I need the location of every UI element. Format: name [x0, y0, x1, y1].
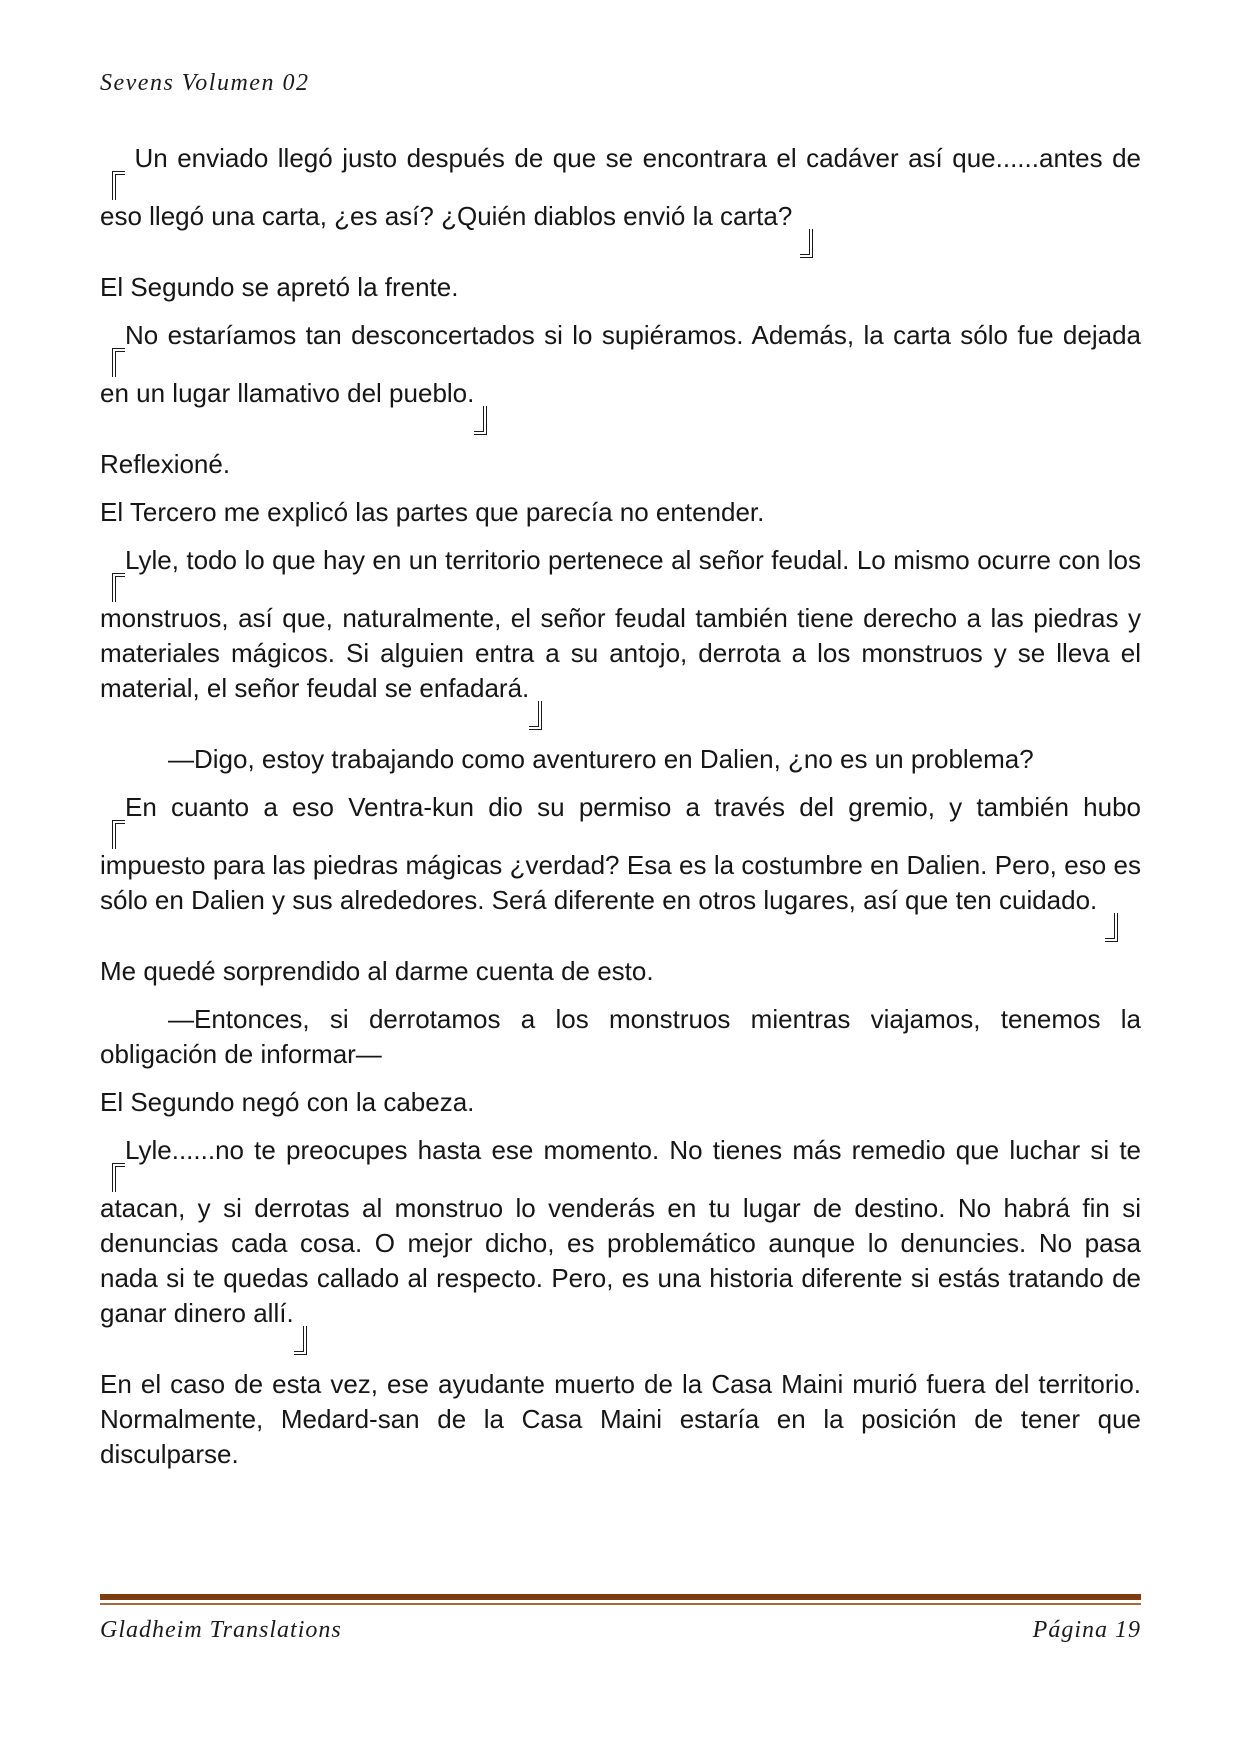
dash-paragraph: —Digo, estoy trabajando como aventurero en Dalien, ¿no es un problema? [168, 744, 1034, 774]
open-corner-bracket [110, 574, 125, 601]
narration-paragraph: En el caso de esta vez, ese ayudante muerto de la Casa Maini murió fuera del territorio. Normalmente, Medard-san de la Casa Maini estaría en la posición de tener que disculparse. [100, 1369, 1141, 1469]
close-corner-bracket [474, 407, 489, 434]
narration-paragraph: El Segundo negó con la cabeza. [100, 1087, 475, 1117]
close-corner-bracket [294, 1327, 309, 1354]
dialogue-paragraph [100, 790, 1141, 941]
paragraph-text: Lyle......no te preocupes hasta ese momento. No tienes más remedio que luchar si te atacan, y si derrotas al monstruo lo venderás en tu lugar de destino. No habrá fin si denuncias cada cosa. O mejor dicho, es problemático aunque lo denuncies. No pasa nada si te quedas callado al respecto. Pero, es una historia diferente si estás tratando de ganar dinero allí. [100, 1135, 1141, 1328]
close-corner-bracket [800, 230, 815, 257]
close-corner-bracket [1105, 914, 1120, 941]
dialogue-paragraph [100, 318, 1141, 434]
dialogue-paragraph [100, 141, 1141, 257]
dash-paragraph: —Entonces, si derrotamos a los monstruos mientras viajamos, tenemos la obligación de informar— [100, 1004, 1141, 1069]
dialogue-paragraph [100, 1133, 1141, 1354]
paragraph-text: No estaríamos tan desconcertados si lo supiéramos. Además, la carta sólo fue dejada en un lugar llamativo del pueblo. [100, 320, 1141, 408]
narration-paragraph: Me quedé sorprendido al darme cuenta de esto. [100, 956, 654, 986]
footer-page-number: Página 19 [1032, 1617, 1141, 1643]
paragraph-text: Un enviado llegó justo después de que se encontrara el cadáver así que......antes de eso llegó una carta, ¿es así? ¿Quién diablos envió la carta? [100, 143, 1141, 231]
paragraph-text: Lyle, todo lo que hay en un territorio pertenece al señor feudal. Lo mismo ocurre con los monstruos, así que, naturalmente, el señor feudal también tiene derecho a las piedras y materiales mágicos. Si alguien entra a su antojo, derrota a los monstruos y se lleva el material, el señor feudal se enfadará. [100, 545, 1141, 703]
footer-translator-label: Gladheim Translations [100, 1617, 342, 1643]
open-corner-bracket [110, 1164, 125, 1191]
open-corner-bracket [110, 349, 125, 376]
footer-divider-rule [100, 1594, 1141, 1605]
page-content [100, 70, 1141, 1485]
open-corner-bracket [110, 172, 125, 199]
close-corner-bracket [529, 702, 544, 729]
narration-paragraph: El Tercero me explicó las partes que parecía no entender. [100, 497, 765, 527]
narration-paragraph: El Segundo se apretó la frente. [100, 272, 459, 302]
dialogue-paragraph [100, 543, 1141, 729]
paragraph-text: En cuanto a eso Ventra-kun dio su permiso a través del gremio, y también hubo impuesto para las piedras mágicas ¿verdad? Esa es la costumbre en Dalien. Pero, eso es sólo en Dalien y sus alrededores. Será diferente en otros lugares, así que ten cuidado. [100, 792, 1141, 915]
narration-paragraph: Reflexioné. [100, 449, 231, 479]
page-header-title: Sevens Volumen 02 [100, 70, 310, 96]
open-corner-bracket [110, 821, 125, 848]
footer-text-row [100, 1617, 1141, 1644]
page-footer [100, 1594, 1141, 1644]
